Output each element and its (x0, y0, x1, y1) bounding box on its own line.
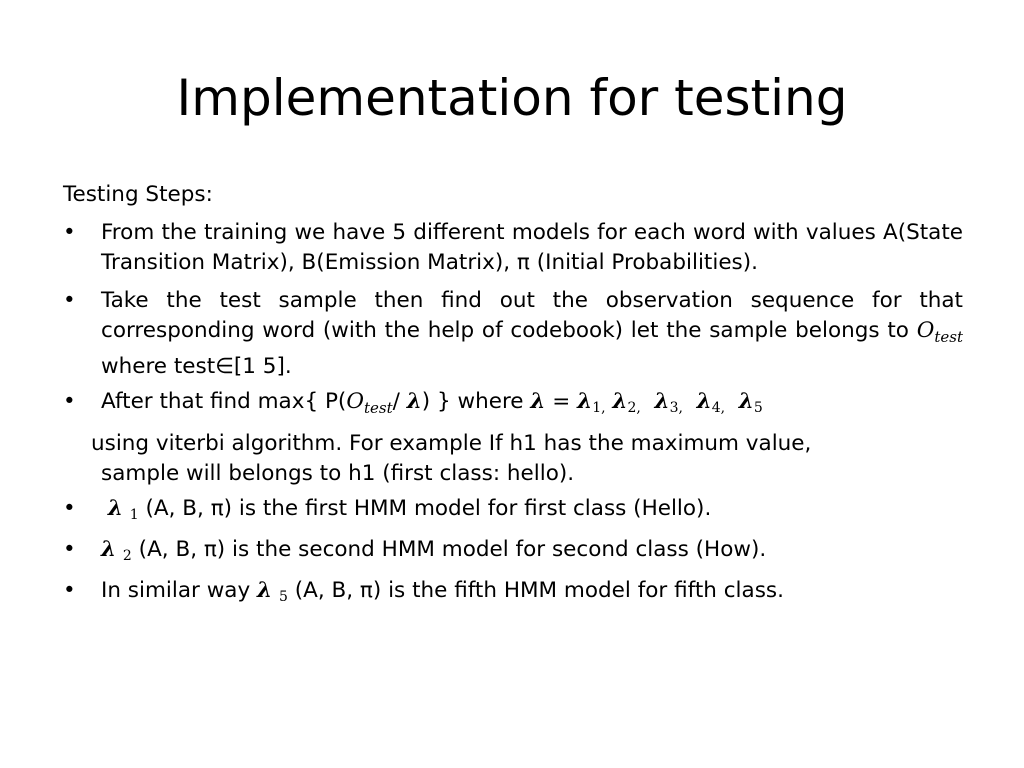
bullet-item-max (63, 387, 963, 423)
bullet-text-part: Take the test sample then find out the observation sequence for that corresponding word (with the help of codebook) let the sample belongs to (101, 288, 963, 343)
bullet-item-lambda5 (63, 576, 963, 612)
lambda-subscript: 2, (627, 400, 641, 416)
bullet-text (101, 535, 963, 571)
bullet-text (101, 387, 963, 423)
lambda-symbol: λ (257, 578, 273, 603)
bullet-text-part: (A, B, π) is the second HMM model for second class (How). (131, 537, 767, 562)
o-symbol: O (346, 389, 364, 414)
o-subscript: test (363, 399, 393, 417)
bullet-text: From the training we have 5 different models for each word with values A(State Transition Matrix), B(Emission Matrix), π (Initial Probabilities). (101, 220, 963, 275)
slide-body (63, 180, 963, 612)
bullet-dot: • (63, 496, 76, 521)
bullet-dot: • (63, 220, 76, 245)
lambda-symbol: λ (654, 389, 670, 414)
bullet-text-part: where test∈[1 5]. (101, 354, 292, 379)
lambda-subscript: 4, (711, 400, 726, 416)
lambda-symbol: λ (612, 389, 628, 414)
equals-text: = (545, 389, 578, 414)
lambda-symbol: λ (406, 389, 422, 414)
testing-steps-heading: Testing Steps: (63, 182, 213, 207)
lambda-subscript: 5 (278, 589, 288, 605)
bullet-item-lambda2 (63, 535, 963, 571)
slash-text: / (392, 389, 407, 414)
lambda-symbol: λ (101, 537, 117, 562)
bullet-dot: • (63, 389, 76, 414)
bullet-list-models (63, 494, 963, 612)
bullet-item-test-sample (63, 286, 963, 382)
continuation-text (63, 429, 963, 489)
bullet-text-part: After that find max{ P( (101, 389, 347, 414)
lambda-symbol: λ (738, 389, 754, 414)
bullet-item-models (63, 218, 963, 278)
bullet-text (101, 286, 963, 382)
o-subscript: test (934, 328, 963, 346)
bullet-dot: • (63, 288, 76, 313)
lambda-symbol: λ (577, 389, 593, 414)
lambda-symbol: λ (696, 389, 712, 414)
bullet-text-part: (A, B, π) is the first HMM model for first class (Hello). (138, 496, 712, 521)
lambda-subscript: 2 (122, 548, 132, 564)
bullet-dot: • (63, 578, 76, 603)
lambda-symbol: λ (530, 389, 546, 414)
bullet-text (101, 494, 963, 530)
lambda-subscript: 3, (669, 400, 683, 416)
bullet-item-lambda1 (63, 494, 963, 530)
lambda-symbol: λ (107, 496, 123, 521)
bullet-text-part: ) } where (421, 389, 531, 414)
lambda-subscript: 1, (592, 400, 606, 416)
slide-title: Implementation for testing (176, 69, 848, 127)
bullet-text (101, 576, 963, 612)
bullet-text-part: (A, B, π) is the fifth HMM model for fifth class. (287, 578, 784, 603)
lambda-subscript: 5 (753, 400, 763, 416)
continuation-line-1: using viterbi algorithm. For example If h1 has the maximum value, (91, 431, 812, 456)
bullet-list (63, 218, 963, 423)
continuation-line-2: sample will belongs to h1 (first class: hello). (101, 461, 575, 486)
bullet-dot: • (63, 537, 76, 562)
lambda-subscript: 1 (129, 507, 139, 523)
o-symbol: O (916, 318, 935, 343)
bullet-text-part: In similar way (101, 578, 258, 603)
